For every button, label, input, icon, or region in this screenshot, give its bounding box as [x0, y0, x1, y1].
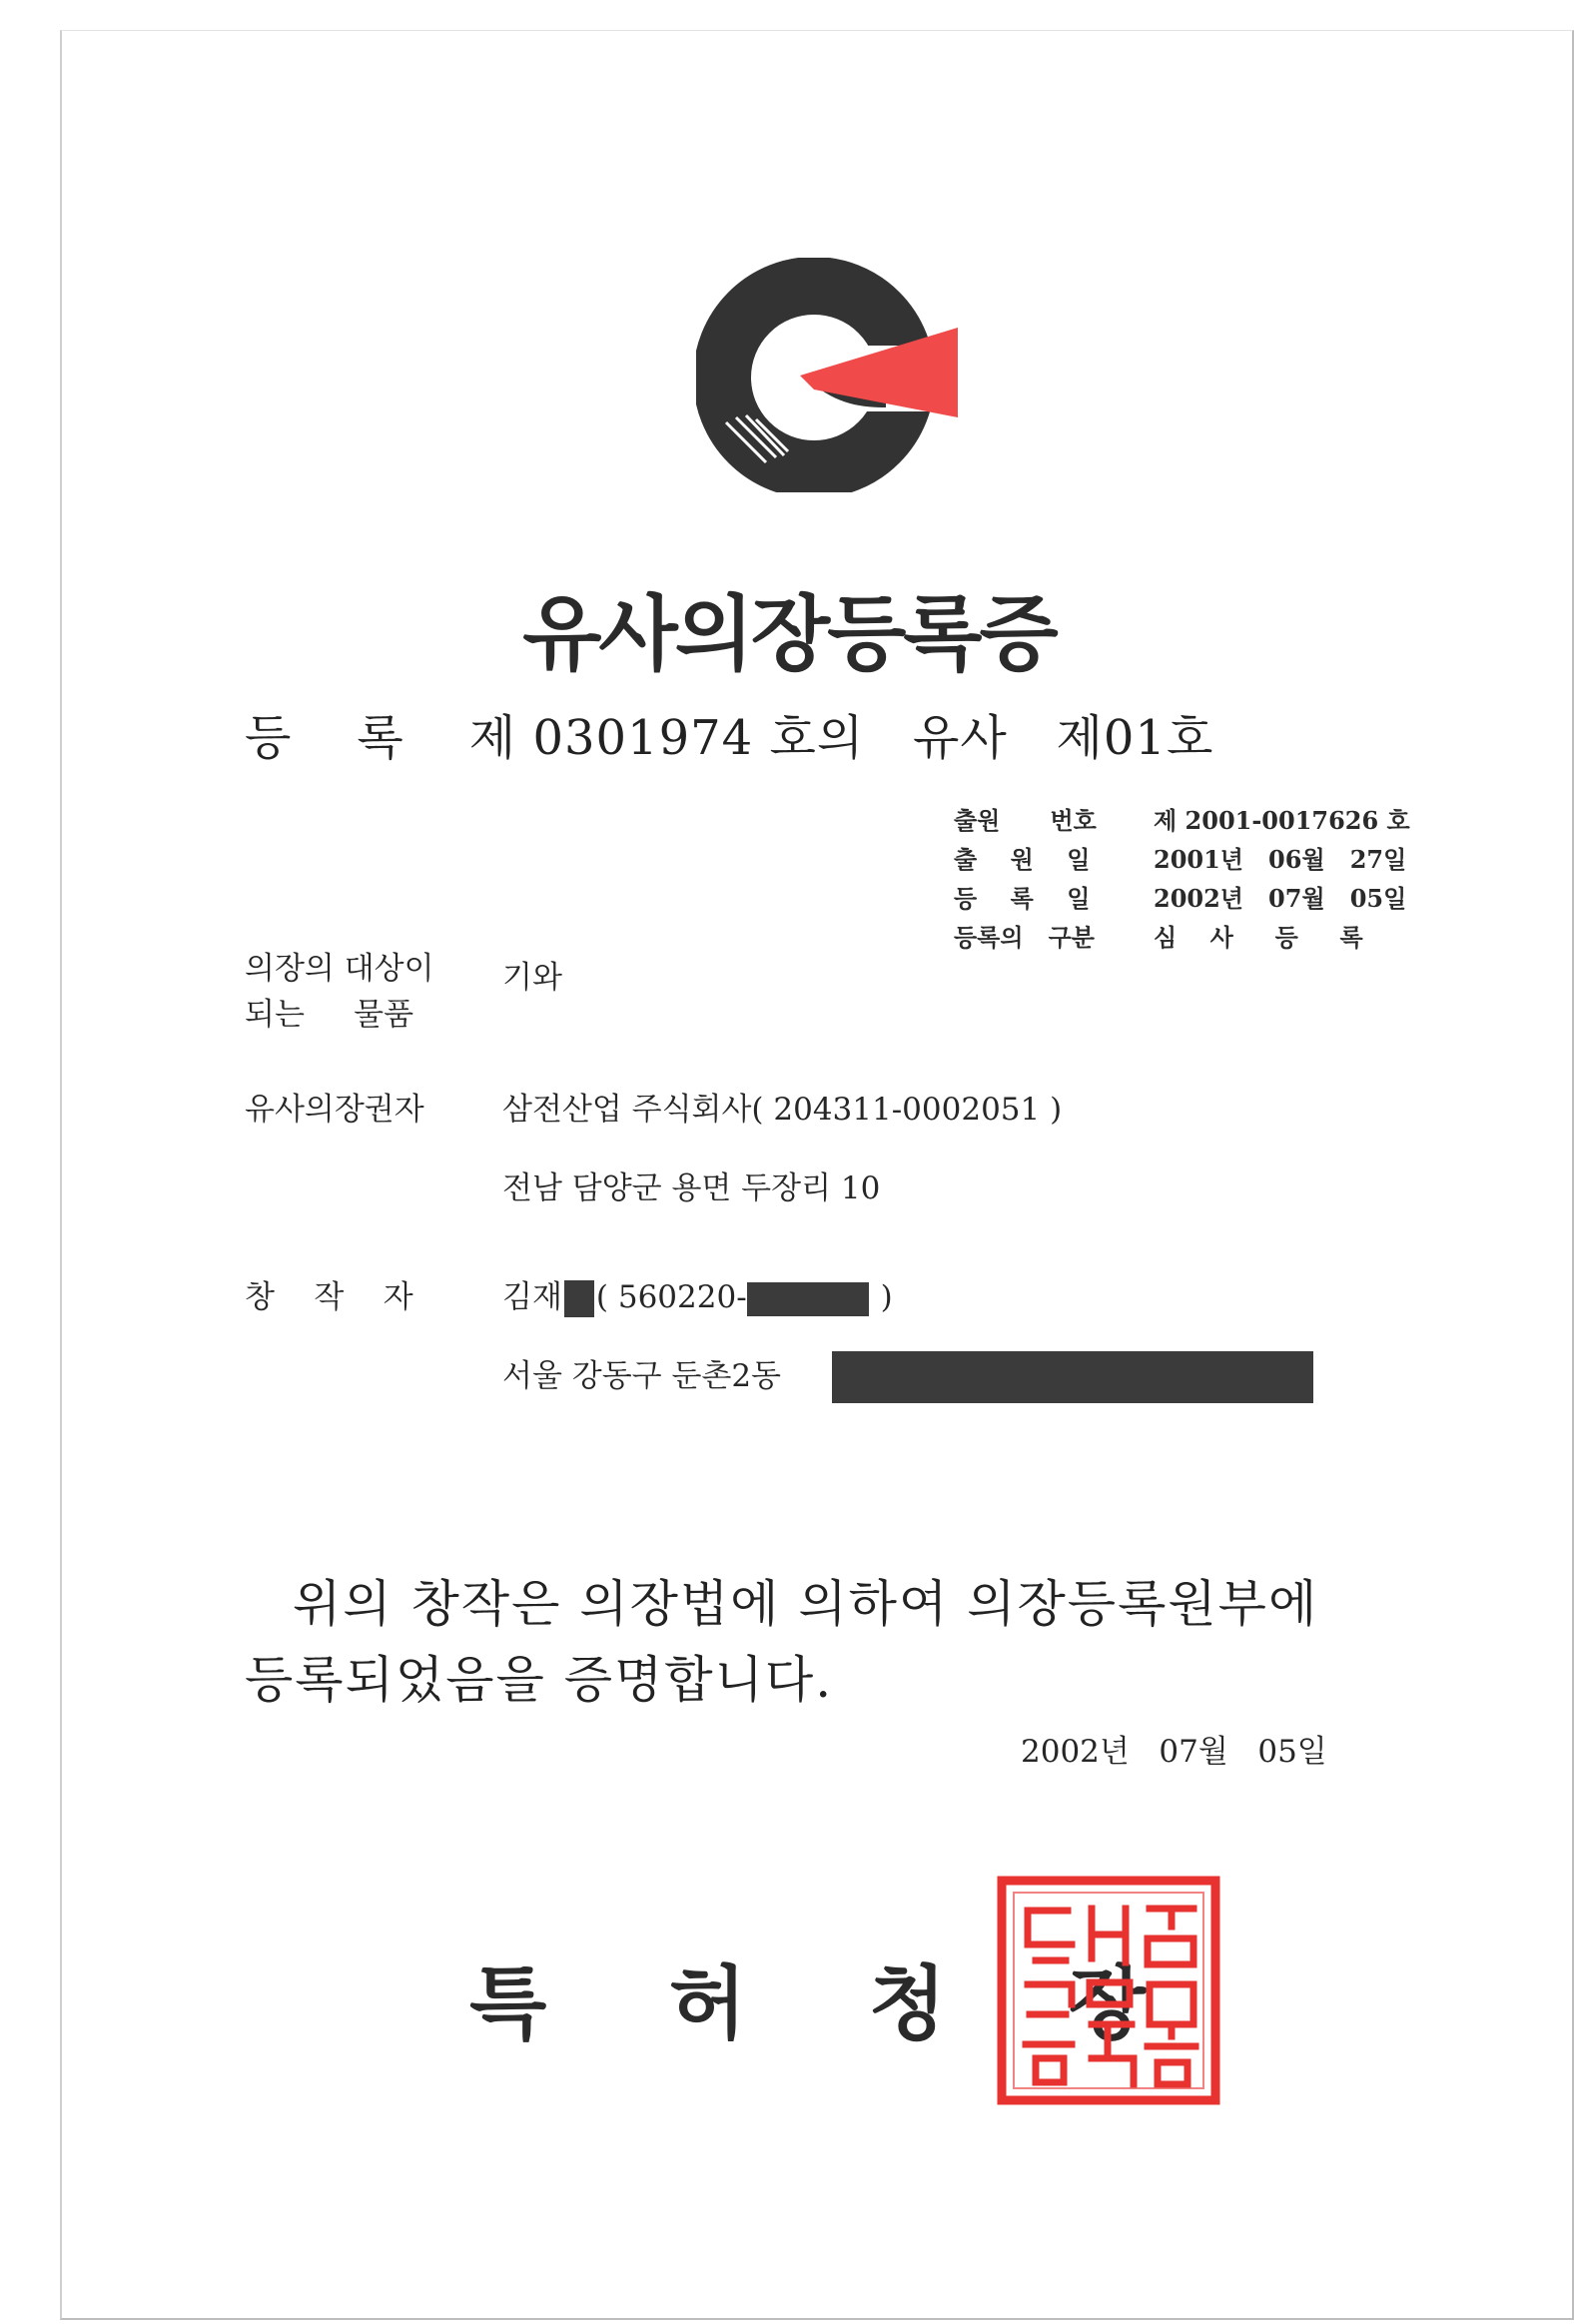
authority-char: 허: [669, 1957, 747, 2050]
article-value: 기와: [502, 960, 562, 996]
authority-char: 청: [869, 1957, 947, 2050]
statement-line: 등록되었음을 증명합니다.: [245, 1651, 834, 1709]
meta-label: 등 록 일: [954, 884, 1091, 913]
meta-label: 등록의 구분: [954, 923, 1095, 952]
meta-label: 출 원 일: [954, 845, 1091, 874]
owner-label: 유사의장권자: [245, 1092, 424, 1128]
registration-label: 등 록 제: [245, 710, 517, 766]
creator-address: 서울 강동구 둔촌2동: [502, 1358, 781, 1394]
meta-row: [954, 916, 1410, 955]
redaction-block: [832, 1351, 1313, 1403]
redaction-block: [747, 1282, 869, 1316]
meta-row: [954, 877, 1410, 916]
meta-row: [954, 799, 1410, 838]
issue-date: 2002년 07월 05일: [1021, 1734, 1327, 1770]
creator-name-line: [502, 1273, 893, 1321]
meta-value: 제 2001-0017626 호: [1154, 806, 1410, 835]
owner-address: 전남 담양군 용면 두장리 10: [502, 1170, 881, 1206]
redaction-block: [564, 1280, 594, 1317]
meta-row: [954, 838, 1410, 877]
meta-value: 2002년 07월 05일: [1154, 884, 1407, 913]
creator-label: 창 작 자: [245, 1279, 413, 1315]
certification-statement: [245, 1566, 1318, 1718]
registration-suffix: 호의 유사 제01호: [769, 710, 1214, 766]
meta-label: 출원 번호: [954, 806, 1097, 835]
creator-name: 김재: [502, 1279, 562, 1315]
official-seal-stamp: [996, 1875, 1221, 2106]
owner-name: 삼전산업 주식회사( 204311-0002051 ): [502, 1092, 1063, 1128]
registration-number-line: [245, 699, 1213, 768]
registration-number: 0301974: [532, 710, 754, 766]
meta-value: 2001년 06월 27일: [1154, 845, 1407, 874]
government-emblem-logo: [696, 258, 966, 492]
document-title: 유사의장등록증: [522, 587, 1056, 682]
article-label-line2: 되는 물품: [245, 997, 414, 1033]
creator-id: ( 560220-: [595, 1279, 747, 1315]
application-details: [954, 799, 1410, 955]
authority-char: 장: [1069, 1957, 1147, 2050]
authority-char: 특: [469, 1957, 547, 2050]
statement-line: 위의 창작은 의장법에 의하여 의장등록원부에: [293, 1575, 1319, 1633]
creator-id-close: ): [880, 1279, 893, 1315]
meta-value: 심 사 등 록: [1154, 923, 1363, 952]
article-label-line1: 의장의 대상이: [245, 951, 434, 987]
